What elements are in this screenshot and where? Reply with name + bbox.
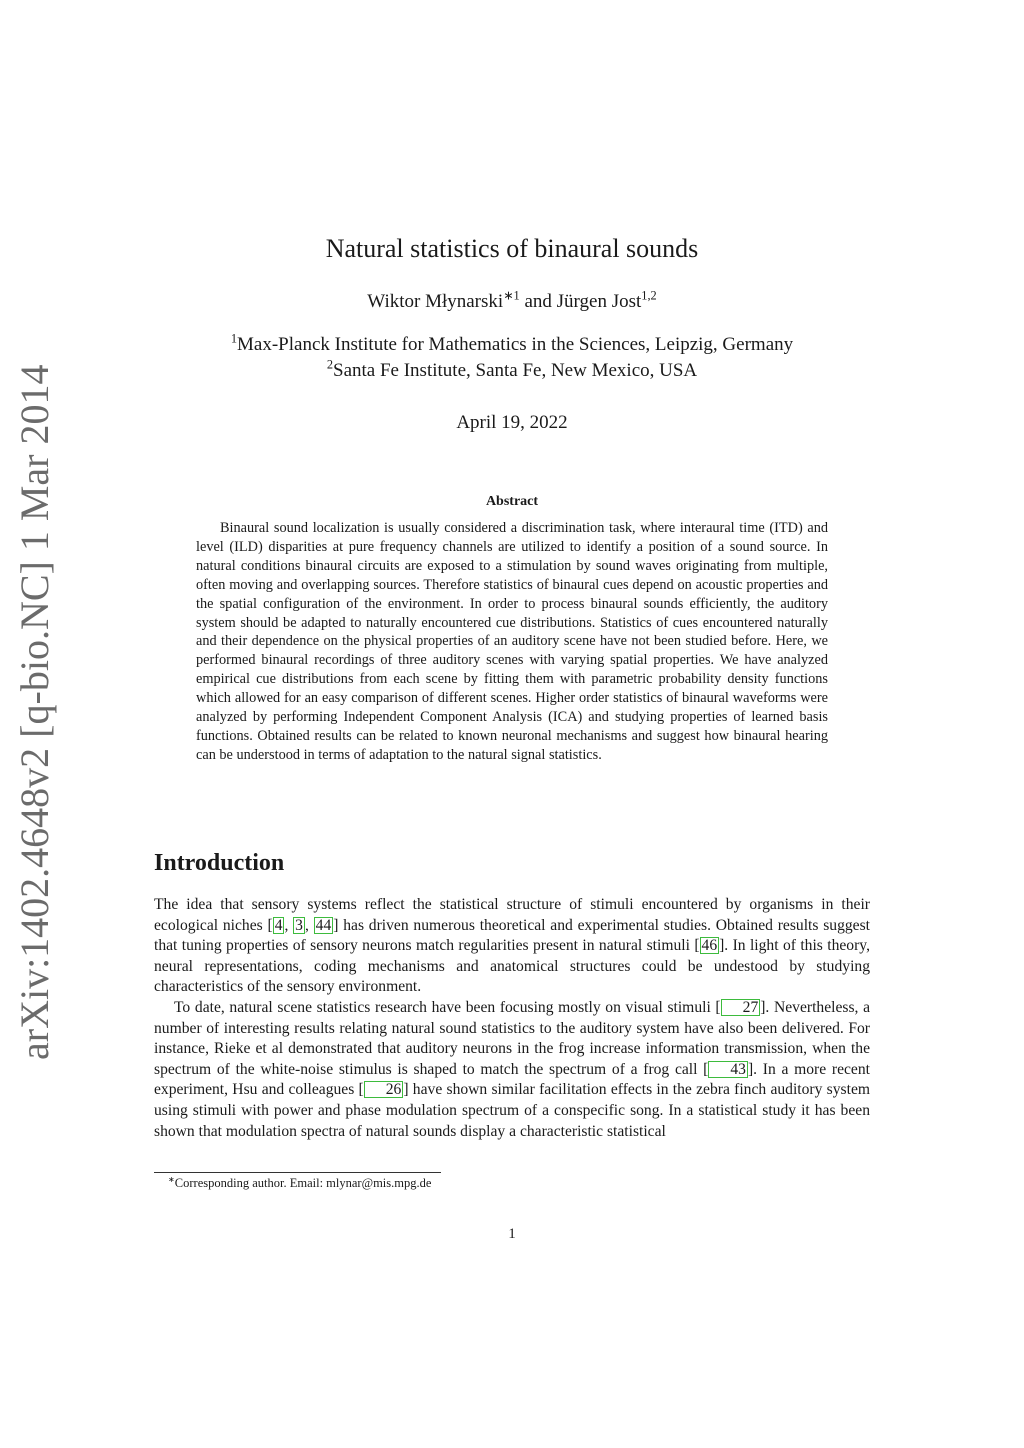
abstract-heading: Abstract (485, 494, 539, 509)
affiliation-2 (0, 357, 1024, 382)
page-number: 1 (508, 1226, 516, 1242)
citation-link[interactable]: 27 (721, 999, 761, 1016)
arxiv-sidebar-stamp: arXiv:1402.4648v2 [q-bio.NC] 1 Mar 2014 (12, 364, 57, 1060)
citation-link[interactable]: 44 (315, 916, 332, 934)
paragraph-2: To date, natural scene statistics research have been focusing mostly on visual stimuli [ 27 ]. Nevertheless, a number of interesting results relating natural sound statistics to the auditory system have also been delivered. For instance, Rieke et al demonstrated that auditory neurons in the frog increase information transmission, when the spectrum of the white-noise stimulus is shaped to match the spectrum of a frog call [ 43 ]. In a more recent experiment, Hsu and colleagues [ 26 ] have shown similar facilitation effects in the zebra finch auditory system using stimuli with power and phase modulation spectrum of a conspecific song. In a statistical study it has been shown that modulation spectra of natural sounds display a characteristic statistical (154, 998, 870, 1140)
citation-link[interactable]: 46 (701, 937, 718, 955)
affiliation-1-text: Max-Planck Institute for Mathematics in the Sciences, Leipzig, Germany (237, 334, 794, 355)
author-2: Jürgen Jost (556, 291, 642, 312)
introduction-body (154, 895, 870, 1142)
citation-link[interactable]: 43 (708, 1061, 748, 1078)
paper-title: Natural statistics of binaural sounds (325, 234, 699, 263)
affiliation-1 (0, 331, 1024, 356)
author-2-sup: 1,2 (641, 288, 657, 303)
affiliation-1-sup: 1 (230, 331, 238, 346)
citation-link[interactable]: 4 (274, 916, 283, 934)
abstract-text: Binaural sound localization is usually considered a discrimination task, where interaural time (ITD) and level (ILD) disparities at pure frequency channels are utilized to identify a position of a sound source. In natural conditions binaural circuits are exposed to a stimulation by sound waves originating from multiple, often moving and overlapping sources. Therefore statistics of binaural cues depend on acoustic properties and the spatial configuration of the environment. In order to process binaural sounds efficiently, the auditory system should be adapted to naturally encountered cue distributions. Statistics of cues encountered naturally and their dependence on the physical properties of an auditory scene have not been studied before. Here, we performed binaural recordings of three auditory scenes with varying spatial properties. We have analyzed empirical cue distributions from each scene by fitting them with parametric probability density functions which allowed for an easy comparison of different scenes. Higher order statistics of binaural waveforms were analyzed by performing Independent Component Analysis (ICA) and studying properties of learned basis functions. Obtained results can be related to known neuronal mechanisms and suggest how binaural hearing can be understood in terms of adaptation to the natural signal statistics. (196, 520, 828, 763)
author-conj: and (519, 291, 557, 312)
affiliation-2-text: Santa Fe Institute, Santa Fe, New Mexico, USA (333, 360, 698, 381)
author-1: Wiktor Młynarski (367, 291, 504, 312)
citation-link[interactable]: 3 (295, 916, 303, 934)
footnote-text: Corresponding author. Email: mlynar@mis.mpg.de (174, 1176, 432, 1190)
footnote-rule (154, 1172, 441, 1173)
paper-date: April 19, 2022 (456, 412, 568, 433)
citation-link[interactable]: 26 (364, 1081, 404, 1098)
affiliation-2-sup: 2 (326, 357, 334, 372)
author-1-sup: ∗1 (503, 288, 520, 303)
author-line (0, 288, 1024, 313)
footnote-sup: ∗ (168, 1174, 175, 1184)
paragraph-1: The idea that sensory systems reflect the statistical structure of stimuli encountered by organisms in their ecological niches [ 4 , 3 , 44 ] has driven numerous theoretical and experimental studies. Obtained results suggest that tuning properties of sensory neurons match regularities present in natural stimuli [ 46 ]. In light of this theory, neural representations, coding mechanisms and anatomical structures could be undestood by studying characteristics of the sensory environment. (154, 896, 871, 996)
footnote (168, 1176, 431, 1191)
introduction-heading: Introduction (154, 850, 285, 876)
